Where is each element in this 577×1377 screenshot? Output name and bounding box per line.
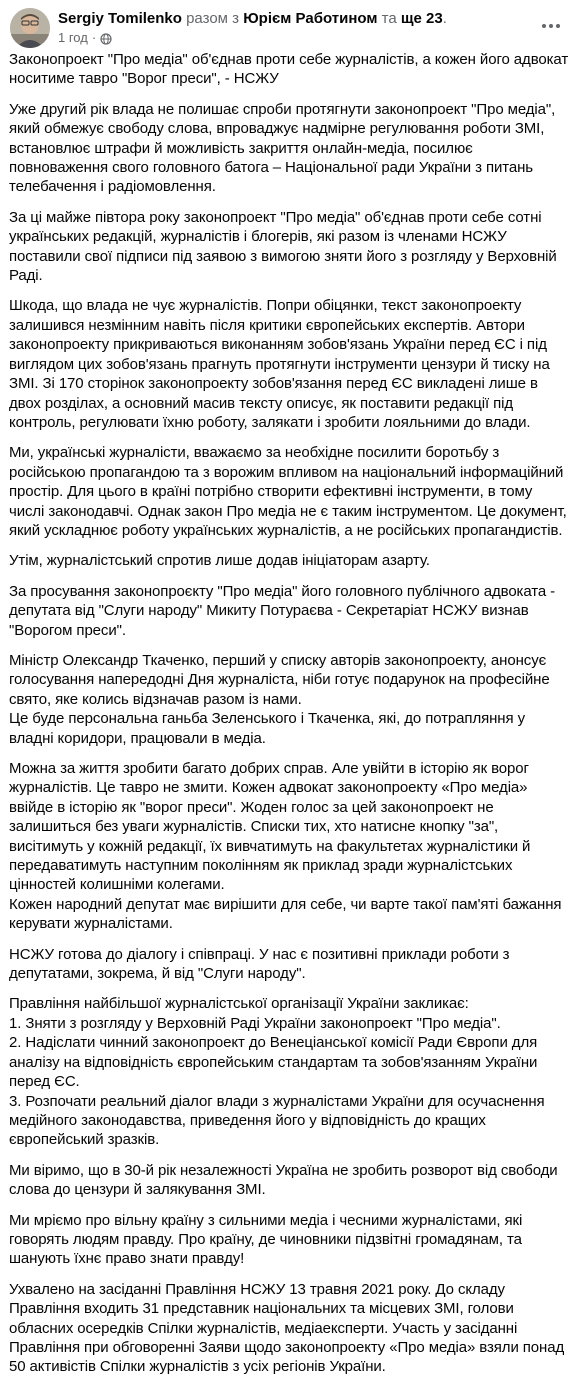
post-header xyxy=(0,0,577,50)
post-paragraph: Уже другий рік влада не полишає спроби протягнути законопроект "Про медіа", який обмежує свободу слова, впроваджує надмірне регулювання роботи ЗМІ, встановлює штрафи й можливість закриття онлайн-медіа, посилює повноваження свого головного батога – Національної ради України з питань телебачення і радіомовлення. xyxy=(9,100,556,196)
tagged-more-link[interactable]: ще 23 xyxy=(400,10,443,27)
tagged-person[interactable]: Юрієм Работином xyxy=(243,10,378,27)
author-line xyxy=(58,9,529,28)
avatar[interactable] xyxy=(10,8,50,48)
post-paragraph: Ми, українські журналісти, вважаємо за необхідне посилити боротьбу з російською пропагандою та з ворожим впливом на національний інформаційний простір. Для цього в країні потрібно створити ефективні інструменти, в тому числі законодавчі. Однак закон Про медіа не є таким інструментом. Це документ, який ускладнює роботу українських журналістів, а не російських пропагандистів. xyxy=(9,444,567,539)
post-paragraph: Законопроект "Про медіа" об'єднав проти себе журналістів, а кожен його адвокат носитиме тавро "Ворог преси", - НСЖУ xyxy=(9,51,569,88)
post-body xyxy=(0,50,577,1377)
post-paragraph: Правління найбільшої журналістської організації України закликає: 1. Зняти з розгляду у Верховній Раді України законопроект "Про медіа". 2. Надіслати чинний законопроект до Венеціанської комісії Ради Європи для аналізу на відповідність європейським стандартам та зобов'язанням України перед ЄС. 3. Розпочати реальний діалог влади з журналістами України для осучаснення медійного законодавства, приведення його у відповідність до кращих європейський зразків. xyxy=(9,995,545,1149)
more-options-button[interactable] xyxy=(537,12,565,40)
post-paragraph: НСЖУ готова до діалогу і співпраці. У нас є позитивні приклади роботи з депутатами, зокрема, й від "Слуги народу". xyxy=(9,945,510,983)
more-dots-icon xyxy=(541,23,561,29)
and-more-prefix: та xyxy=(381,10,397,27)
author-name[interactable]: Sergiy Tomilenko xyxy=(58,10,182,27)
post-paragraph: За просування законопроєкту "Про медіа" його головного публічного адвоката - депутата від "Слуги народу" Микиту Потураєва - Секретаріат НСЖУ визнав "Ворогом преси". xyxy=(9,582,556,639)
post-paragraph: Можна за життя зробити багато добрих справ. Але увійти в історію як ворог журналістів. Це тавро не змити. Кожен адвокат законопроекту «Про медіа» ввійде в історію як "ворог преси". Жоден голос за цей законопроект не залишиться без уваги журналістів. Списки тих, хто натисне кнопку "за", висітимуть у кожній редакції, їх вивчатимуть на факультетах журналістики й передаватимуть наступним поколінням як приклад зради журналістських цінностей колишніми колегами. Кожен народний депутат має вирішити для себе, чи варте такої пам'яті бажання керувати журналістами. xyxy=(9,760,562,933)
meta-separator: · xyxy=(91,30,97,45)
with-prefix: разом з xyxy=(186,10,240,27)
post-paragraph: Ми віримо, що в 30-й рік незалежності Україна не зробить розворот від свободи слова до цензури й залякування ЗМІ. xyxy=(9,1161,558,1199)
author-line-period: . xyxy=(442,10,447,27)
post-paragraph: Ухвалено на засіданні Правління НСЖУ 13 травня 2021 року. До складу Правління входить 31 представник національних та місцевих ЗМІ, голови обласних осередків Спілки журналістів, медіаексперти. Участь у засіданні Правління при обговоренні Заяви щодо законопроекту «Про медіа» взяли понад 50 активістів Спілки журналістів з усіх регіонів України. xyxy=(9,1280,565,1376)
post-paragraph: Утім, журналістський спротив лише додав ініціаторам азарту. xyxy=(9,552,430,570)
avatar-photo xyxy=(10,8,50,48)
post-meta xyxy=(58,29,529,46)
globe-icon[interactable] xyxy=(100,32,112,44)
post-time[interactable]: 1 год xyxy=(58,30,88,45)
post-paragraph: За ці майже півтора року законопроект "Про медіа" об'єднав проти себе сотні українських редакцій, журналістів і блогерів, які разом із членами НСЖУ поставили свої підписи під заявою з вимогою зняти його з розгляду у Верховній Раді. xyxy=(9,208,557,285)
post-paragraph: Міністр Олександр Ткаченко, перший у списку авторів законопроекту, анонсує голосування напередодні Дня журналіста, ніби готує подарунок на професійне свято, яке колись відзначав разом із нами. Це буде персональна ганьба Зеленського і Ткаченка, які, до потрапляння у владні коридори, працювали в медіа. xyxy=(9,651,550,747)
post-paragraph: Шкода, що влада не чує журналістів. Попри обіцянки, текст законопроекту залишився незмінним навіть після критики європейських експертів. Автори законопроекту прикриваються виконанням зобов'язань України перед ЄС і під виглядом цих зобов'язань прагнуть протягнути інструменти цензури й тиску на ЗМІ. Зі 170 сторінок законопроекту зобов'язання перед ЄС викладені лише в двох розділах, а основний масив тексту описує, як поставити редакції під контроль, регулювати їхню роботу, залякати і зробити лояльними до влади. xyxy=(9,297,550,431)
post-paragraph: Ми мріємо про вільну країну з сильними медіа і чесними журналістами, які говорять людям правду. Про країну, де чиновники підзвітні громадянам, та шанують їхнє право знати правду! xyxy=(9,1211,523,1268)
